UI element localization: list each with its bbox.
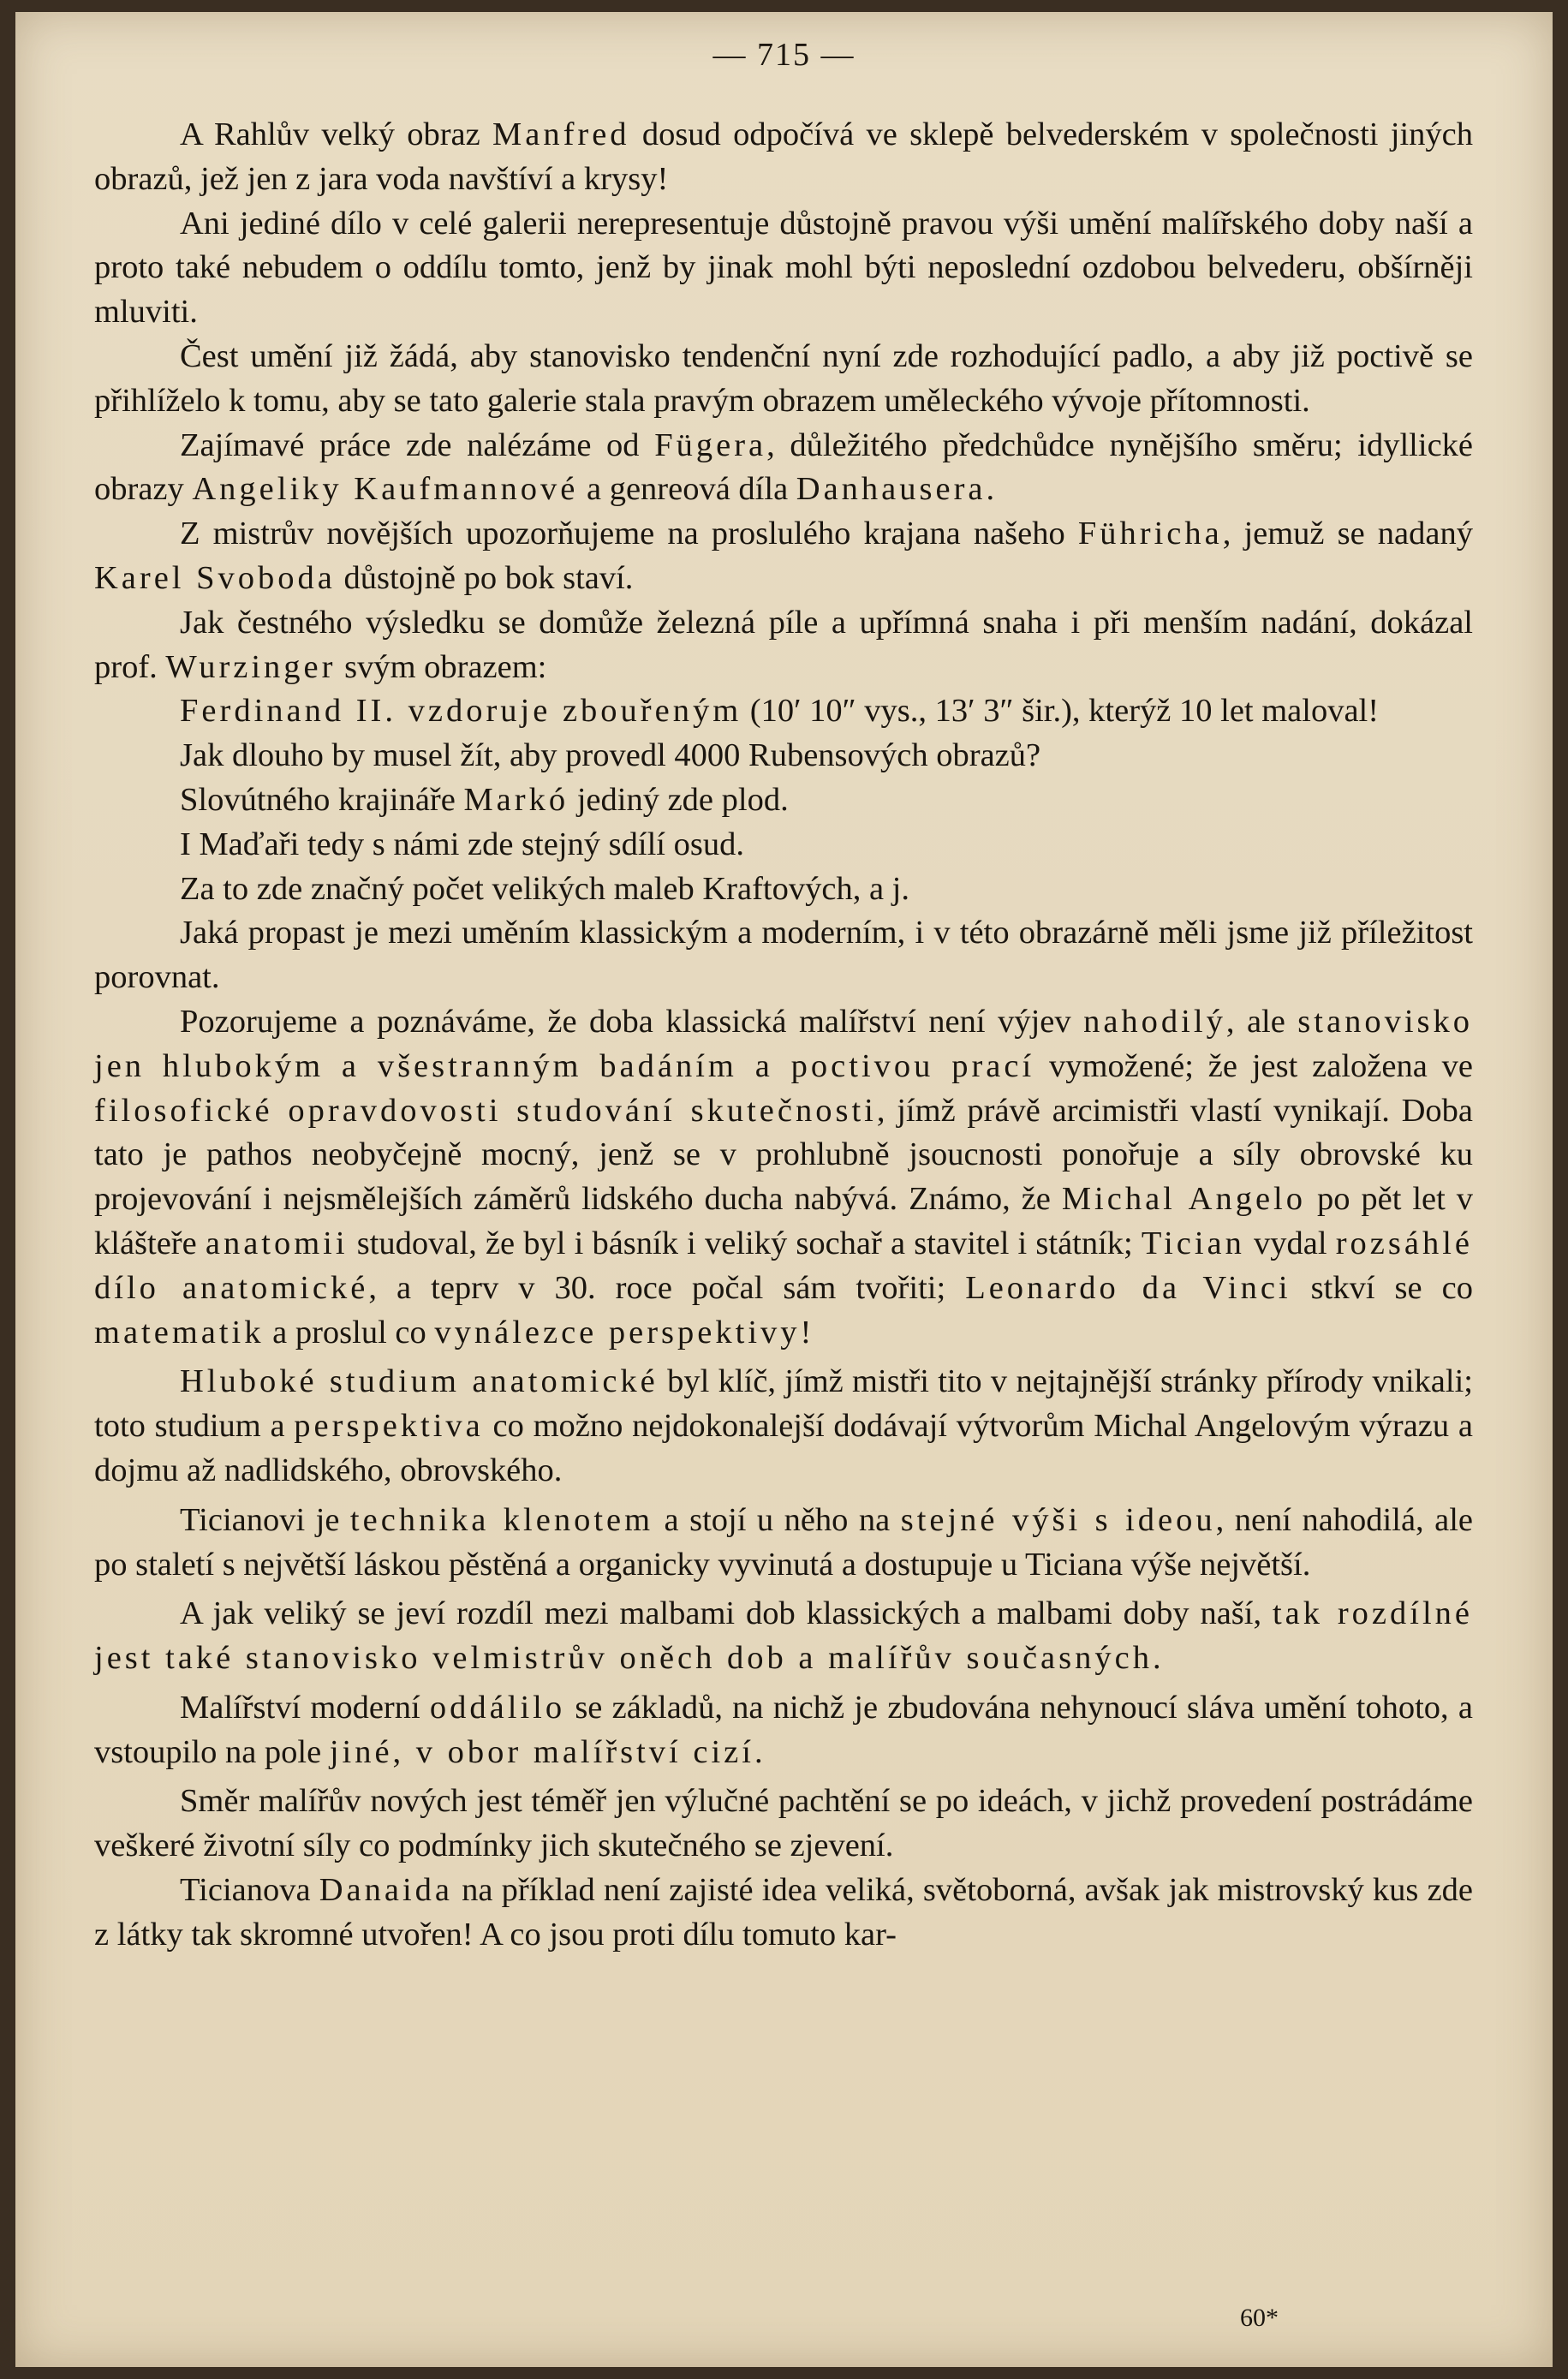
- text-run: Ticianova: [180, 1872, 319, 1909]
- spaced-emphasis-text: Leonardo da Vinci: [965, 1269, 1291, 1306]
- text-run: , jemuž se nadaný: [1222, 516, 1473, 552]
- text-run: a stojí u něho na: [653, 1501, 901, 1538]
- text-run: Z mistrův novějších upozorňujeme na proslulého krajana našeho: [180, 516, 1078, 552]
- text-run: A Rahlův velký obraz: [180, 116, 492, 152]
- text-run: Směr malířův nových jest téměř jen výlučné pachtění se po ideách, v jichž provedení postrádáme veškeré životní síly co podmínky jich skutečného se zjevení.: [94, 1783, 1473, 1864]
- paragraph: [94, 202, 1473, 335]
- paragraph: [94, 1686, 1473, 1775]
- text-run: a proslul co: [264, 1314, 435, 1350]
- text-run: , jímž právě arcimistři vlastí vynikají. Doba tato je pathos neobyčejně mocný, jenž se v prohlubně jsoucnosti ponořuje a síly obrovské ku projevování i nejsmělejších záměrů lidského ducha nabývá. Známo, že: [94, 1092, 1473, 1218]
- text-run: , není nahodilá, ale po staletí s největší láskou pěstěná a organicky vyvinutá a dostupuje u Ticiana výše největší.: [94, 1501, 1474, 1583]
- paragraph: [94, 1869, 1473, 1958]
- text-run: Zajímavé práce zde nalézáme od: [180, 426, 655, 463]
- text-run: studoval, že byl i básník i veliký sochař a stavitel i státník;: [348, 1225, 1142, 1261]
- spaced-emphasis-text: rozsáhlé dílo anatomické: [94, 1225, 1473, 1306]
- paragraph: [94, 1360, 1473, 1493]
- text-run: dosud odpočívá ve sklepě belvederském v společnosti jiných obrazů, jež jen z jara voda navštíví a krysy!: [94, 116, 1473, 197]
- text-run: , důležitého předchůdce nynějšího směru; idyllické obrazy: [94, 426, 1473, 508]
- spaced-emphasis-text: Tician: [1141, 1225, 1245, 1261]
- paragraph: [94, 868, 1473, 912]
- text-run: Jaká propast je mezi uměním klassickým a moderním, i v této obrazárně měli jsme již příležitost porovnat.: [94, 915, 1473, 996]
- spaced-emphasis-text: Karel Svoboda: [94, 559, 336, 596]
- text-run: stkví se co: [1291, 1269, 1473, 1306]
- text-run: Jak dlouho by musel žít, aby provedl 4000 Rubensových obrazů?: [180, 737, 1041, 774]
- spaced-emphasis-text: Danhausera: [796, 471, 987, 508]
- text-run: A jak veliký se jeví rozdíl mezi malbami dob klassických a malbami doby naší,: [180, 1595, 1273, 1632]
- spaced-emphasis-text: stejné výši s ideou: [900, 1501, 1216, 1538]
- spaced-emphasis-text: anatomii: [205, 1225, 349, 1261]
- text-run: I Maďaři tedy s námi zde stejný sdílí osud.: [180, 826, 744, 862]
- text-run: se základů, na nichž je zbudována nehynoucí sláva umění tohoto, a vstoupilo na pole: [94, 1689, 1473, 1770]
- paragraph: [94, 734, 1473, 778]
- paragraph: [94, 1000, 1473, 1355]
- text-run: Pozorujeme a poznáváme, že doba klassická malířství není výjev: [180, 1003, 1084, 1040]
- text-run: jediný zde plod.: [569, 781, 789, 818]
- paragraph: [94, 424, 1473, 513]
- text-run: .: [986, 471, 995, 508]
- spaced-emphasis-text: Markó: [463, 781, 569, 818]
- paragraph: [94, 601, 1473, 690]
- text-run: !: [800, 1314, 812, 1350]
- text-run: Ticianovi je: [180, 1501, 350, 1538]
- spaced-emphasis-text: Manfred: [492, 116, 630, 152]
- paragraph: [94, 1780, 1473, 1869]
- book-page: [15, 12, 1553, 2367]
- text-run: .: [1152, 1640, 1161, 1677]
- text-run: Ani jediné dílo v celé galerii nerepresentuje důstojně pravou výši umění malířského doby naší a proto také nebudem o oddílu tomto, jenž by jinak mohl býti neposlední ozdobou belvederu, obšírněji mluviti.: [94, 205, 1473, 331]
- spaced-emphasis-text: Michal Angelo: [1061, 1181, 1307, 1218]
- text-run: důstojně po bok staví.: [335, 559, 634, 596]
- text-run: a genreová díla: [578, 471, 796, 508]
- spaced-emphasis-text: perspektiva: [294, 1408, 484, 1445]
- text-run: Jak čestného výsledku se domůže železná píle a upřímná snaha i při menším nadání, dokázal prof.: [94, 604, 1473, 685]
- text-run: svým obrazem:: [336, 648, 547, 685]
- signature-mark: 60*: [1240, 2304, 1279, 2332]
- text-run: Malířství moderní: [180, 1689, 430, 1726]
- text-run: Čest umění již žádá, aby stanovisko tendenční nyní zde rozhodující padlo, a aby již poctivě se přihlíželo k tomu, aby se tato galerie stala pravým obrazem uměleckého vývoje přítomnosti.: [94, 337, 1473, 419]
- spaced-emphasis-text: filosofické opravdovosti studování skutečnosti: [94, 1092, 877, 1129]
- text-run: .: [754, 1733, 763, 1770]
- spaced-emphasis-text: Fügera: [654, 426, 767, 463]
- text-run: Slovútného krajináře: [180, 781, 464, 818]
- page-number: — 715 —: [712, 37, 856, 73]
- paragraph: [94, 778, 1473, 823]
- text-run: vydal: [1244, 1225, 1336, 1261]
- paragraph: [94, 512, 1473, 601]
- spaced-emphasis-text: oddálilo: [429, 1689, 566, 1726]
- text-run: Za to zde značný počet velikých maleb Kraftových, a j.: [180, 870, 909, 907]
- paragraph: [94, 1499, 1473, 1588]
- spaced-emphasis-text: jiné, v obor malířství cizí: [329, 1733, 754, 1770]
- spaced-emphasis-text: matematik: [94, 1314, 265, 1350]
- text-run: (10′ 10″ vys., 13′ 3″ šir.), kterýž 10 let maloval!: [742, 693, 1380, 730]
- text-run: na příklad není zajisté idea veliká, světoborná, avšak jak mistrovský kus zde z látky tak skromné utvořen! A co jsou proti dílu tomuto kar-: [94, 1872, 1473, 1953]
- spaced-emphasis-text: technika klenotem: [349, 1501, 654, 1538]
- spaced-emphasis-text: vynálezce perspektivy: [434, 1314, 801, 1350]
- text-run: vymožené; že jest založena ve: [1034, 1047, 1473, 1084]
- spaced-emphasis-text: nahodilý: [1083, 1003, 1226, 1040]
- spaced-emphasis-text: Hluboké studium anatomické: [180, 1363, 659, 1400]
- paragraph: [94, 823, 1473, 868]
- paragraph: [94, 1592, 1473, 1681]
- spaced-emphasis-text: Führicha: [1077, 516, 1223, 552]
- spaced-emphasis-text: tak rozdílné jest také stanovisko velmistrův oněch dob a malířův současných: [94, 1595, 1473, 1677]
- text-run: , a teprv v 30. roce počal sám tvořiti;: [368, 1269, 966, 1306]
- spaced-emphasis-text: Wurzinger: [165, 648, 337, 685]
- paragraph: [94, 689, 1473, 734]
- paragraph: [94, 113, 1473, 202]
- text-run: po pět let v klášteře: [94, 1181, 1473, 1261]
- paragraph: [94, 911, 1473, 1000]
- text-run: co možno nejdokonalejší dodávají výtvorům Michal Angelovým výrazu a dojmu až nadlidského, obrovského.: [94, 1408, 1473, 1488]
- text-run: byl klíč, jímž mistři tito v nejtajnější stránky přírody vnikali; toto studium a: [94, 1363, 1473, 1445]
- spaced-emphasis-text: stanovisko jen hlubokým a všestranným badáním a poctivou prací: [94, 1003, 1473, 1084]
- spaced-emphasis-text: Danaida: [319, 1872, 453, 1909]
- page-text-body: [94, 113, 1473, 1958]
- spaced-emphasis-text: Ferdinand II. vzdoruje zbouřeným: [180, 693, 742, 730]
- paragraph: [94, 335, 1473, 424]
- text-run: , ale: [1225, 1003, 1298, 1040]
- spaced-emphasis-text: Angeliky Kaufmannové: [192, 471, 579, 508]
